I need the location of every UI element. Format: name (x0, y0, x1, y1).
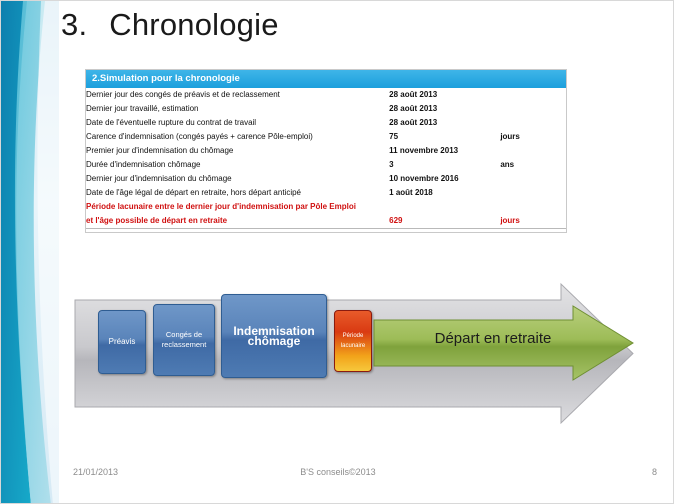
row-value: 28 août 2013 (389, 118, 438, 127)
box-lacunaire-label: Période lacunaire (340, 333, 366, 349)
row-label: Date de l'âge légal de départ en retraite, hors départ anticipé (86, 188, 301, 197)
box-reclassement-label: Congés de reclassement (161, 330, 207, 349)
row-label: Dernier jour d'indemnisation du chômage (86, 174, 232, 183)
box-conges-reclassement (153, 304, 215, 376)
title-text: Chronologie (109, 7, 279, 42)
row-unit (500, 186, 566, 200)
row-unit (500, 102, 566, 116)
row-unit (500, 88, 566, 102)
row-unit: jours (500, 132, 520, 141)
box-indemnisation-chomage (221, 294, 327, 378)
table-row (86, 214, 566, 229)
row-unit (500, 200, 566, 214)
green-arrow-label: Départ en retraite (434, 330, 552, 347)
slide-footer (1, 467, 674, 489)
row-value: 11 novembre 2013 (389, 146, 459, 155)
footer-credit: B'S conseils©2013 (300, 467, 376, 477)
row-label: Période lacunaire entre le dernier jour d'indemnisation par Pôle Emploi (86, 202, 356, 211)
page-title (61, 7, 581, 55)
row-label: Date de l'éventuelle rupture du contrat de travail (86, 118, 257, 127)
footer-date: 21/01/2013 (73, 467, 119, 477)
table-row (86, 88, 566, 102)
row-label: Premier jour d'indemnisation du chômage (86, 146, 234, 155)
table-row (86, 116, 566, 130)
row-label: Dernier jour des congés de préavis et de reclassement (86, 90, 280, 99)
footer-page-number: 8 (651, 467, 657, 477)
panel-header: 2.Simulation pour la chronologie (86, 70, 566, 88)
row-unit (500, 172, 566, 186)
box-chomage-label: Indemnisation chômage (233, 324, 315, 348)
panel-footer-space (86, 229, 566, 232)
table-row (86, 130, 566, 144)
simulation-table (86, 88, 566, 229)
row-value: 75 (389, 132, 399, 141)
row-value: 3 (389, 160, 394, 169)
row-unit: ans (500, 160, 515, 169)
table-row (86, 102, 566, 116)
decorative-left-band (1, 1, 59, 504)
box-preavis-label: Préavis (108, 337, 136, 346)
row-value: 28 août 2013 (389, 90, 438, 99)
row-unit (500, 144, 566, 158)
row-value: 28 août 2013 (389, 104, 438, 113)
table-row (86, 158, 566, 172)
row-unit (500, 116, 566, 130)
row-value: 1 août 2018 (389, 188, 433, 197)
row-value: 629 (389, 214, 500, 229)
swoosh-decoration (1, 1, 59, 504)
table-row (86, 144, 566, 158)
box-periode-lacunaire (334, 310, 372, 372)
table-row (86, 200, 566, 214)
row-label: Carence d'indemnisation (congés payés + carence Pôle-emploi) (86, 132, 313, 141)
table-row (86, 186, 566, 200)
box-preavis (98, 310, 146, 374)
table-row (86, 172, 566, 186)
timeline-diagram (73, 282, 635, 425)
row-label: et l'âge possible de départ en retraite (86, 214, 389, 229)
row-label: Dernier jour travaillé, estimation (86, 104, 199, 113)
row-value (389, 200, 500, 214)
row-value: 10 novembre 2016 (389, 174, 459, 183)
title-number: 3. (61, 7, 88, 42)
row-label: Durée d'indemnisation chômage (86, 160, 201, 169)
simulation-panel (85, 69, 567, 233)
row-unit: jours (500, 214, 566, 229)
